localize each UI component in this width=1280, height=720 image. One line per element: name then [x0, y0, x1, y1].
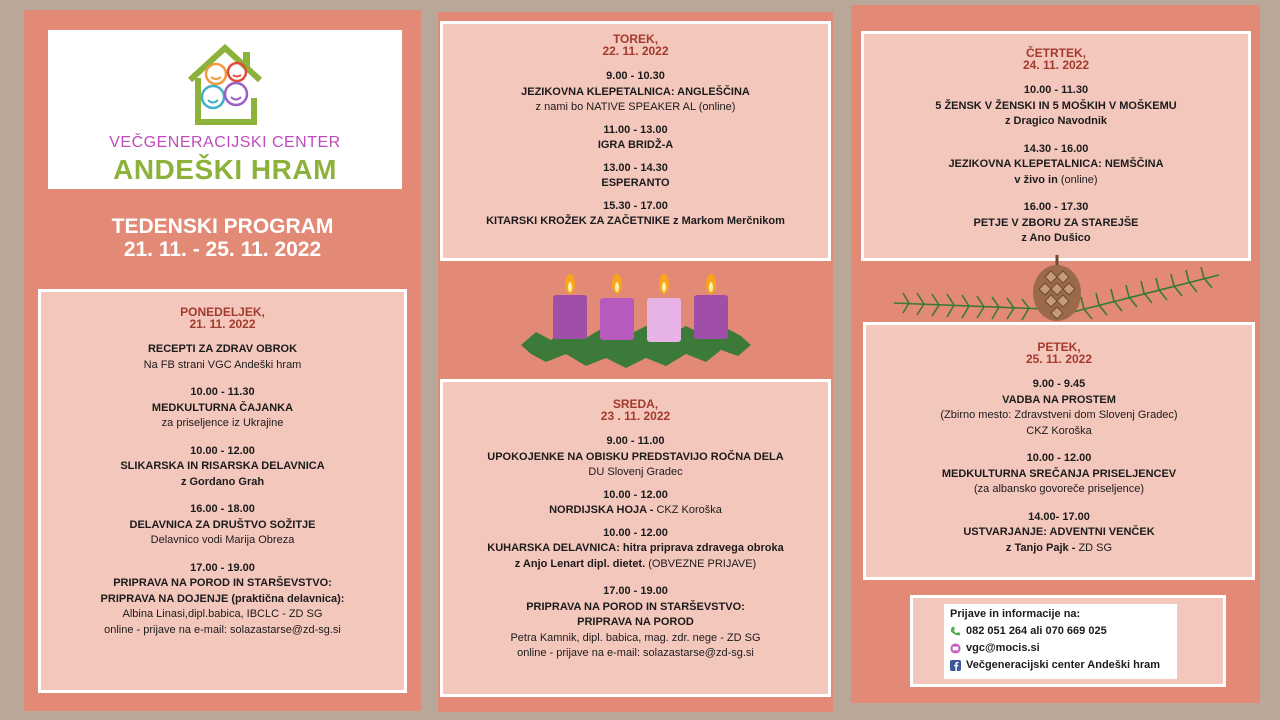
list-item [866, 377, 1252, 439]
event-title: ESPERANTO [601, 177, 670, 189]
list-item [41, 385, 404, 432]
event-time: 9.00 - 11.00 [606, 435, 665, 447]
day-name: TOREK, [612, 32, 659, 46]
event-title-tail: CKZ Koroška [653, 504, 722, 516]
list-item [866, 451, 1252, 498]
contact-email[interactable]: vgc@mocis.si [966, 642, 1040, 654]
event-desc: z nami bo NATIVE SPEAKER AL (online) [535, 101, 736, 113]
event-title: RECEPTI ZA ZDRAV OBROK [147, 343, 298, 355]
middle-column [438, 12, 833, 712]
event-time: 10.00 - 12.00 [190, 444, 255, 457]
pinecone-icon [1029, 255, 1085, 325]
event-desc-tail: (online) [1057, 173, 1098, 186]
left-column [24, 10, 421, 711]
event-desc-2: online - prijave na e-mail: solazastarse@zd-sg.si [517, 647, 754, 659]
event-title: MEDKULTURNA ČAJANKA [151, 401, 294, 414]
list-item [41, 342, 404, 373]
friday-panel [863, 322, 1255, 580]
event-desc-line [864, 173, 1248, 189]
event-title-line-2 [866, 541, 1252, 557]
event-title: NORDIJSKA HOJA - [549, 504, 654, 516]
event-title: UPOKOJENKE NA OBISKU PREDSTAVIJO ROČNA DELA [487, 450, 784, 463]
list-item [443, 161, 828, 192]
event-title-line-2 [443, 557, 828, 573]
contact-heading: Prijave in informacije na: [950, 608, 1081, 620]
wednesday-header [443, 398, 828, 422]
event-time: 10.00 - 11.30 [1023, 84, 1089, 96]
event-time: 17.00 - 19.00 [603, 585, 668, 597]
event-time: 10.00 - 12.00 [1026, 452, 1092, 464]
event-time: 10.00 - 12.00 [603, 526, 668, 539]
event-desc: z Gordano Grah [180, 475, 265, 488]
contact-facebook[interactable]: Večgeneracijski center Andeški hram [966, 659, 1161, 671]
facebook-icon [950, 660, 961, 671]
contact-box [910, 595, 1226, 687]
contact-card [944, 604, 1177, 679]
contact-phone-row [950, 623, 1177, 640]
event-desc: DU Slovenj Gradec [588, 466, 683, 478]
event-title-2: PRIPRAVA NA DOJENJE (praktična delavnica): [100, 592, 345, 605]
list-item [41, 502, 404, 549]
day-name: PONEDELJEK, [180, 305, 265, 319]
event-title-2: PRIPRAVA NA POROD [577, 616, 694, 628]
event-desc: Na FB strani VGC Andeški hram [143, 358, 302, 371]
event-time: 9.00 - 9.45 [1032, 378, 1086, 390]
event-time: 16.00 - 18.00 [190, 503, 255, 515]
list-item [41, 444, 404, 491]
tuesday-panel [440, 21, 831, 261]
contact-email-row [950, 640, 1177, 657]
event-desc-2: CKZ Koroška [1026, 424, 1092, 437]
event-time: 14.30 - 16.00 [1023, 142, 1089, 155]
day-date: 25. 11. 2022 [1025, 352, 1093, 366]
event-title: PRIPRAVA NA POROD IN STARŠEVSTVO: [526, 600, 745, 613]
event-title: KUHARSKA DELAVNICA: hitra priprava zdravega obroka [487, 542, 784, 554]
event-title: IGRA BRIDŽ-A [597, 139, 674, 151]
list-item [443, 434, 828, 481]
event-title-2-tail: ZD SG [1075, 541, 1113, 554]
list-item [443, 488, 828, 519]
event-desc: v živo in [1014, 173, 1058, 186]
day-name: ČETRTEK, [1026, 46, 1086, 60]
wednesday-panel [440, 379, 831, 697]
phone-icon [950, 626, 961, 637]
email-icon [950, 643, 961, 654]
contact-facebook-row [950, 657, 1177, 674]
event-time: 16.00 - 17.30 [1023, 201, 1089, 213]
list-item [864, 83, 1248, 130]
logo-title-line2: ANDEŠKI HRAM [113, 154, 337, 185]
list-item [443, 123, 828, 154]
monday-panel [38, 289, 407, 693]
event-desc: Delavnico vodi Marija Obreza [150, 534, 295, 546]
event-desc-2: online - prijave na e-mail: solazastarse@zd-sg.si [104, 623, 341, 636]
event-desc: (za albansko govoreče priseljence) [974, 483, 1144, 495]
event-time: 9.00 - 10.30 [606, 70, 665, 82]
event-time: 11.00 - 13.00 [603, 123, 668, 136]
program-dates: 21. 11. - 25. 11. 2022 [123, 238, 322, 261]
list-item [41, 561, 404, 639]
event-title-2: z Anjo Lenart dipl. dietet. [514, 557, 646, 570]
friday-header [866, 341, 1252, 365]
event-time: 14.00- 17.00 [1028, 510, 1090, 523]
list-item [864, 142, 1248, 189]
event-title: VADBA NA PROSTEM [1002, 393, 1116, 406]
logo-box [48, 30, 402, 189]
monday-header [41, 306, 404, 330]
event-desc: za priseljence iz Ukrajine [161, 417, 284, 429]
event-title: JEZIKOVNA KLEPETALNICA: NEMŠČINA [948, 158, 1164, 170]
list-item [443, 584, 828, 662]
day-date: 24. 11. 2022 [1022, 58, 1090, 72]
logo-title-line1: VEČGENERACIJSKI CENTER [109, 134, 341, 151]
event-title: KITARSKI KROŽEK ZA ZAČETNIKE z Markom Merčnikom [486, 215, 785, 227]
event-title: PRIPRAVA NA POROD IN STARŠEVSTVO: [113, 577, 332, 589]
list-item [864, 200, 1248, 247]
event-title: PETJE V ZBORU ZA STAREJŠE [973, 216, 1139, 229]
event-desc: z Ano Dušico [1021, 232, 1091, 244]
event-title: USTVARJANJE: ADVENTNI VENČEK [963, 526, 1155, 538]
contact-phone[interactable]: 082 051 264 ali 070 669 025 [966, 625, 1107, 637]
event-title: MEDKULTURNA SREČANJA PRISELJENCEV [941, 467, 1177, 480]
thursday-header [864, 47, 1248, 71]
event-title: DELAVNICA ZA DRUŠTVO SOŽITJE [129, 518, 316, 531]
day-date: 23 . 11. 2022 [600, 409, 671, 423]
event-time: 17.00 - 19.00 [190, 561, 255, 574]
day-name: PETEK, [1037, 340, 1081, 354]
event-title: 5 ŽENSK V ŽENSKI IN 5 MOŠKIH V MOŠKEMU [935, 99, 1177, 112]
event-title: JEZIKOVNA KLEPETALNICA: ANGLEŠČINA [521, 85, 750, 98]
event-time: 15.30 - 17.00 [603, 199, 668, 212]
list-item [443, 526, 828, 573]
event-desc: Petra Kamnik, dipl. babica, mag. zdr. nege - ZD SG [510, 631, 761, 644]
event-title-2-tail: (OBVEZNE PRIJAVE) [645, 557, 757, 570]
list-item [443, 69, 828, 116]
event-desc: Albina Linasi,dipl.babica, IBCLC - ZD SG [122, 608, 323, 620]
event-time: 10.00 - 11.30 [190, 386, 255, 398]
event-time: 10.00 - 12.00 [603, 488, 668, 501]
day-date: 21. 11. 2022 [189, 317, 256, 331]
day-name: SREDA, [612, 397, 659, 411]
list-item [443, 199, 828, 230]
event-title-line [443, 503, 828, 519]
candle-wreath-icon [516, 270, 756, 390]
event-time: 13.00 - 14.30 [603, 161, 668, 174]
day-date: 22. 11. 2022 [602, 44, 669, 58]
house-smiley-logo-icon [180, 38, 270, 128]
program-title: TEDENSKI PROGRAM [111, 215, 334, 238]
event-desc: z Dragico Navodnik [1004, 115, 1108, 127]
thursday-panel [861, 31, 1251, 261]
tuesday-header [443, 33, 828, 57]
event-title-2: z Tanjo Pajk - [1005, 541, 1076, 554]
event-desc: (Zbirno mesto: Zdravstveni dom Slovenj Gradec) [940, 409, 1178, 421]
event-title: SLIKARSKA IN RISARSKA DELAVNICA [120, 460, 325, 472]
list-item [866, 510, 1252, 557]
